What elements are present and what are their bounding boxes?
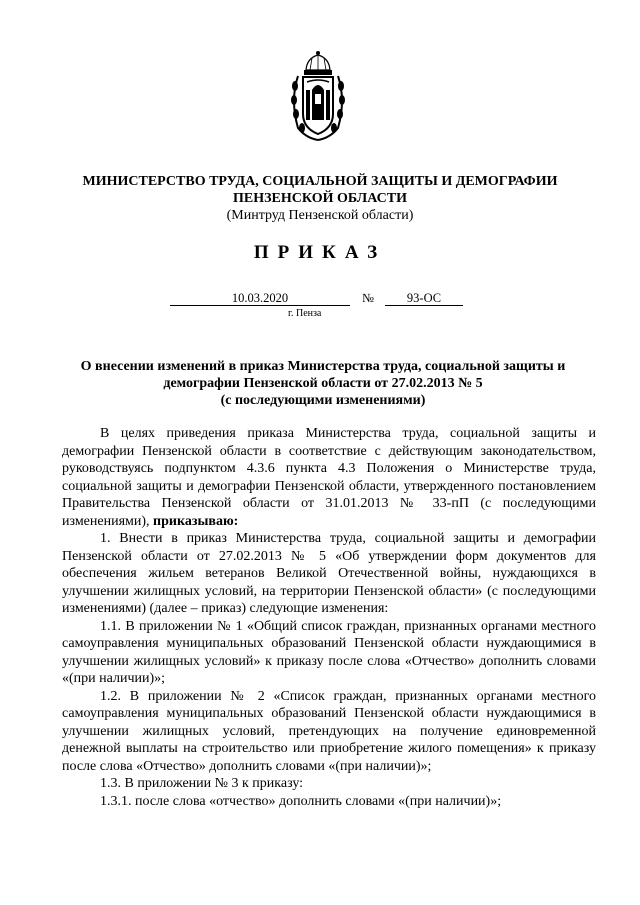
number-sign: № — [362, 291, 374, 305]
coat-of-arms-icon — [288, 50, 348, 142]
ministry-header — [40, 173, 600, 225]
ministry-name-line2: ПЕНЗЕНСКОЙ ОБЛАСТИ — [233, 191, 407, 206]
order-verb: приказываю: — [153, 513, 239, 529]
subject-line1: О внесении изменений в приказ Министерства труда, социальной защиты и — [80, 359, 566, 374]
city-label: г. Пенза — [288, 308, 322, 319]
ministry-name-line1: МИНИСТЕРСТВО ТРУДА, СОЦИАЛЬНОЙ ЗАЩИТЫ И ДЕМОГРАФИИ — [82, 174, 558, 189]
subject-line3: (с последующими изменениями) — [220, 393, 426, 408]
order-number: 93-ОС — [385, 291, 463, 306]
ministry-abbreviation: (Минтруд Пензенской области) — [226, 208, 414, 223]
document-type-title: ПРИКАЗ — [253, 242, 387, 263]
paragraph-1-2: 1.2. В приложении № 2 «Список граждан, признанных органами местного самоуправления муниципальных образований Пензенской области нуждающимися в улучшении жилищных условий, претендующих на получение единовременной денежной выплаты на строительство или приобретение жилого помещения» к приказу после слова «Отчество» дополнить словами «(при наличии)»; — [62, 688, 596, 774]
order-subject — [40, 358, 606, 409]
order-date: 10.03.2020 — [170, 291, 350, 306]
intro-text: В целях приведения приказа Министерства труда, социальной защиты и демографии Пензенской области в соответствие с действующим законодательством, руководствуясь подпунктом 4.3.6 пункта 4.3 Положения о Министерстве труда, социальной защиты и демографии Пензенской области, утвержденного постановлением Правительства Пензенской области от 31.01.2013 № 33-пП (с последующими изменениями), — [62, 426, 596, 529]
intro-paragraph — [62, 425, 596, 530]
paragraph-1-1: 1.1. В приложении № 1 «Общий список граждан, признанных органами местного самоуправления муниципальных образований Пензенской области нуждающимися в улучшении жилищных условий» к приказу после слова «Отчество» дополнить словами «(при наличии)»; — [62, 618, 596, 686]
order-body — [62, 425, 596, 810]
paragraph-1: 1. Внести в приказ Министерства труда, социальной защиты и демографии Пензенской области от 27.02.2013 № 5 «Об утверждении форм документов для обеспечения жильем ветеранов Великой Отечественной войны, нуждающихся в улучшении жилищных условий, на территории Пензенской области» (с последующими изменениями) (далее – приказ) следующие изменения: — [62, 531, 596, 616]
subject-line2: демографии Пензенской области от 27.02.2013 № 5 — [163, 376, 483, 391]
paragraph-1-3-1: 1.3.1. после слова «отчество» дополнить словами «(при наличии)»; — [100, 793, 502, 809]
paragraph-1-3: 1.3. В приложении № 3 к приказу: — [100, 776, 304, 791]
